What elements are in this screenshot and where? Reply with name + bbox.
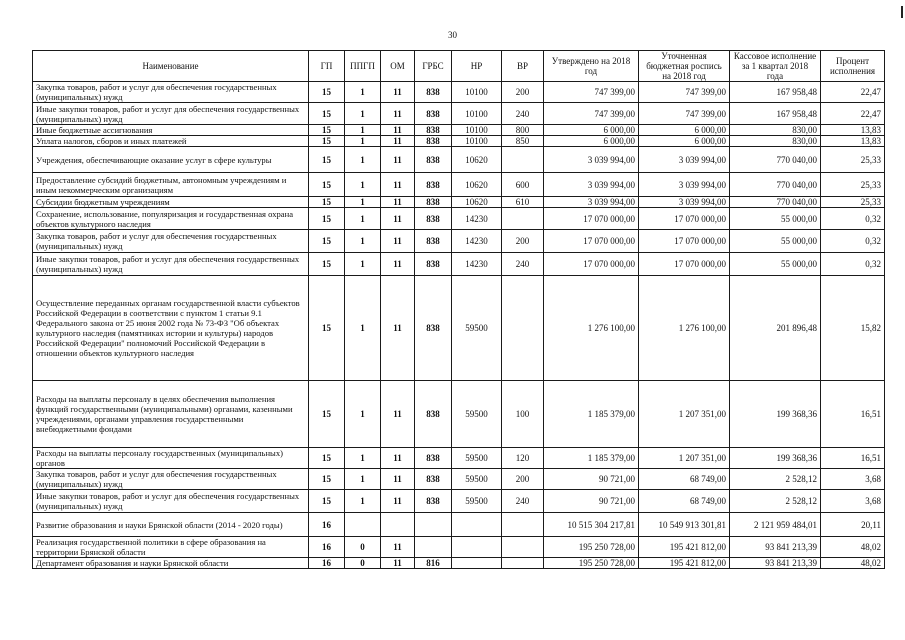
cell-cash: 55 000,00 <box>730 253 821 276</box>
cell-name: Закупка товаров, работ и услуг для обеспечения государственных (муниципальных) нужд <box>33 230 309 253</box>
cell-vr <box>502 208 544 230</box>
cell-revised: 17 070 000,00 <box>639 230 730 253</box>
cell-gp: 15 <box>309 253 345 276</box>
cell-name: Уплата налогов, сборов и иных платежей <box>33 136 309 147</box>
cell-ppgp: 1 <box>345 82 381 103</box>
cell-om: 11 <box>381 448 415 469</box>
cell-revised: 17 070 000,00 <box>639 208 730 230</box>
cell-om: 11 <box>381 537 415 558</box>
cell-revised: 747 399,00 <box>639 103 730 125</box>
cell-cash: 55 000,00 <box>730 208 821 230</box>
cell-ppgp: 1 <box>345 147 381 173</box>
cell-cash: 770 040,00 <box>730 197 821 208</box>
cell-om: 11 <box>381 490 415 513</box>
cell-grbs: 838 <box>415 490 452 513</box>
cell-grbs: 838 <box>415 448 452 469</box>
cell-om: 11 <box>381 208 415 230</box>
cell-gp: 15 <box>309 125 345 136</box>
cell-np: 59500 <box>452 276 502 381</box>
cell-grbs: 838 <box>415 173 452 197</box>
cell-np <box>452 537 502 558</box>
cell-approved: 747 399,00 <box>544 82 639 103</box>
cell-grbs: 838 <box>415 381 452 448</box>
cell-approved: 195 250 728,00 <box>544 558 639 569</box>
cell-name: Учреждения, обеспечивающие оказание услуг в сфере культуры <box>33 147 309 173</box>
cell-om: 11 <box>381 230 415 253</box>
cell-cash: 770 040,00 <box>730 147 821 173</box>
cell-np: 10100 <box>452 125 502 136</box>
cell-name: Субсидии бюджетным учреждениям <box>33 197 309 208</box>
cell-gp: 15 <box>309 136 345 147</box>
cell-revised: 1 207 351,00 <box>639 381 730 448</box>
cell-np: 10100 <box>452 136 502 147</box>
cell-ppgp: 1 <box>345 136 381 147</box>
table-row <box>33 82 885 103</box>
header-gp: ГП <box>309 51 345 82</box>
cell-percent: 25,33 <box>821 197 885 208</box>
header-om: ОМ <box>381 51 415 82</box>
cell-np: 14230 <box>452 230 502 253</box>
cell-name: Департамент образования и науки Брянской области <box>33 558 309 569</box>
cell-revised: 1 207 351,00 <box>639 448 730 469</box>
cell-grbs: 838 <box>415 208 452 230</box>
cell-np: 59500 <box>452 448 502 469</box>
cell-om: 11 <box>381 469 415 490</box>
table-row <box>33 513 885 537</box>
table-row <box>33 208 885 230</box>
cell-percent: 22,47 <box>821 82 885 103</box>
table-row <box>33 558 885 569</box>
cell-np: 10620 <box>452 173 502 197</box>
cell-grbs: 838 <box>415 103 452 125</box>
cell-om: 11 <box>381 381 415 448</box>
header-grbs: ГРБС <box>415 51 452 82</box>
cell-approved: 6 000,00 <box>544 125 639 136</box>
cell-approved: 1 185 379,00 <box>544 381 639 448</box>
cell-grbs: 838 <box>415 253 452 276</box>
header-approved: Утверждено на 2018 год <box>544 51 639 82</box>
cell-vr: 200 <box>502 469 544 490</box>
page-number: 30 <box>448 30 457 40</box>
cell-approved: 6 000,00 <box>544 136 639 147</box>
cell-np: 59500 <box>452 469 502 490</box>
table-row <box>33 136 885 147</box>
cell-approved: 3 039 994,00 <box>544 173 639 197</box>
cell-grbs: 838 <box>415 197 452 208</box>
cell-name: Расходы на выплаты персоналу в целях обеспечения выполнения функций государственными (муниципальными) органами, казенными учреждениями, органами управления государственными внебюджетными фондами <box>33 381 309 448</box>
cell-approved: 90 721,00 <box>544 469 639 490</box>
cell-cash: 830,00 <box>730 136 821 147</box>
cell-om: 11 <box>381 82 415 103</box>
table-row <box>33 173 885 197</box>
header-revised: Уточненная бюджетная роспись на 2018 год <box>639 51 730 82</box>
cell-approved: 1 276 100,00 <box>544 276 639 381</box>
table-row <box>33 147 885 173</box>
table-row <box>33 469 885 490</box>
cell-name: Реализация государственной политики в сфере образования на территории Брянской области <box>33 537 309 558</box>
cell-grbs: 838 <box>415 82 452 103</box>
cell-percent: 48,02 <box>821 558 885 569</box>
cell-name: Иные закупки товаров, работ и услуг для обеспечения государственных (муниципальных) нужд <box>33 103 309 125</box>
budget-table <box>32 50 885 569</box>
cell-grbs: 816 <box>415 558 452 569</box>
cell-revised: 17 070 000,00 <box>639 253 730 276</box>
cell-approved: 3 039 994,00 <box>544 147 639 173</box>
cell-gp: 15 <box>309 381 345 448</box>
cell-gp: 16 <box>309 558 345 569</box>
cell-cash: 93 841 213,39 <box>730 537 821 558</box>
cell-name: Расходы на выплаты персоналу государственных (муниципальных) органов <box>33 448 309 469</box>
cell-vr: 100 <box>502 381 544 448</box>
cell-name: Иные закупки товаров, работ и услуг для обеспечения государственных (муниципальных) нужд <box>33 253 309 276</box>
cell-name: Закупка товаров, работ и услуг для обеспечения государственных (муниципальных) нужд <box>33 82 309 103</box>
cell-vr: 200 <box>502 82 544 103</box>
cell-grbs: 838 <box>415 230 452 253</box>
cell-vr: 610 <box>502 197 544 208</box>
cell-grbs <box>415 537 452 558</box>
table-row <box>33 448 885 469</box>
cell-ppgp <box>345 513 381 537</box>
cell-np: 10620 <box>452 147 502 173</box>
cell-approved: 17 070 000,00 <box>544 253 639 276</box>
cell-cash: 167 958,48 <box>730 82 821 103</box>
cell-grbs <box>415 513 452 537</box>
cell-vr <box>502 537 544 558</box>
cell-percent: 3,68 <box>821 469 885 490</box>
cell-name: Предоставление субсидий бюджетным, автономным учреждениям и иным некоммерческим организациям <box>33 173 309 197</box>
cell-vr <box>502 147 544 173</box>
cell-gp: 15 <box>309 208 345 230</box>
cell-np <box>452 513 502 537</box>
cell-approved: 90 721,00 <box>544 490 639 513</box>
cell-np: 14230 <box>452 208 502 230</box>
cell-ppgp: 1 <box>345 197 381 208</box>
cell-gp: 15 <box>309 173 345 197</box>
cell-revised: 68 749,00 <box>639 469 730 490</box>
cell-om: 11 <box>381 125 415 136</box>
cell-gp: 15 <box>309 469 345 490</box>
cell-om <box>381 513 415 537</box>
cell-vr <box>502 276 544 381</box>
cell-np <box>452 558 502 569</box>
cell-ppgp: 1 <box>345 448 381 469</box>
table-row <box>33 197 885 208</box>
cell-gp: 15 <box>309 448 345 469</box>
cell-percent: 15,82 <box>821 276 885 381</box>
cell-ppgp: 1 <box>345 208 381 230</box>
cell-np: 59500 <box>452 490 502 513</box>
cell-percent: 0,32 <box>821 253 885 276</box>
edge-mark <box>901 6 903 18</box>
cell-om: 11 <box>381 276 415 381</box>
cell-grbs: 838 <box>415 469 452 490</box>
cell-approved: 1 185 379,00 <box>544 448 639 469</box>
table-row <box>33 276 885 381</box>
cell-percent: 22,47 <box>821 103 885 125</box>
cell-gp: 16 <box>309 513 345 537</box>
header-vr: ВР <box>502 51 544 82</box>
cell-gp: 15 <box>309 276 345 381</box>
cell-revised: 3 039 994,00 <box>639 173 730 197</box>
cell-name: Сохранение, использование, популяризация и государственная охрана объектов культурного наследия <box>33 208 309 230</box>
cell-om: 11 <box>381 103 415 125</box>
header-np: НР <box>452 51 502 82</box>
cell-grbs: 838 <box>415 136 452 147</box>
cell-vr: 120 <box>502 448 544 469</box>
cell-name: Закупка товаров, работ и услуг для обеспечения государственных (муниципальных) нужд <box>33 469 309 490</box>
cell-np: 10100 <box>452 103 502 125</box>
cell-om: 11 <box>381 173 415 197</box>
cell-ppgp: 1 <box>345 469 381 490</box>
cell-ppgp: 1 <box>345 125 381 136</box>
header-cash: Кассовое исполнение за 1 квартал 2018 года <box>730 51 821 82</box>
cell-gp: 15 <box>309 147 345 173</box>
cell-name: Развитие образования и науки Брянской области (2014 - 2020 годы) <box>33 513 309 537</box>
cell-cash: 2 121 959 484,01 <box>730 513 821 537</box>
table-row <box>33 230 885 253</box>
table-row <box>33 490 885 513</box>
cell-approved: 17 070 000,00 <box>544 230 639 253</box>
cell-cash: 199 368,36 <box>730 448 821 469</box>
cell-np: 10100 <box>452 82 502 103</box>
cell-percent: 48,02 <box>821 537 885 558</box>
cell-vr: 600 <box>502 173 544 197</box>
cell-np: 14230 <box>452 253 502 276</box>
cell-percent: 16,51 <box>821 381 885 448</box>
cell-percent: 25,33 <box>821 147 885 173</box>
cell-cash: 830,00 <box>730 125 821 136</box>
cell-vr: 800 <box>502 125 544 136</box>
cell-om: 11 <box>381 136 415 147</box>
cell-revised: 68 749,00 <box>639 490 730 513</box>
cell-cash: 2 528,12 <box>730 469 821 490</box>
cell-revised: 1 276 100,00 <box>639 276 730 381</box>
cell-vr: 200 <box>502 230 544 253</box>
cell-grbs: 838 <box>415 125 452 136</box>
cell-name: Иные бюджетные ассигнования <box>33 125 309 136</box>
header-row <box>33 51 885 82</box>
cell-om: 11 <box>381 253 415 276</box>
cell-ppgp: 1 <box>345 381 381 448</box>
cell-revised: 6 000,00 <box>639 125 730 136</box>
table-row <box>33 253 885 276</box>
header-ppgp: ППГП <box>345 51 381 82</box>
cell-ppgp: 1 <box>345 173 381 197</box>
cell-ppgp: 1 <box>345 276 381 381</box>
cell-cash: 167 958,48 <box>730 103 821 125</box>
table-row <box>33 537 885 558</box>
cell-percent: 16,51 <box>821 448 885 469</box>
cell-vr: 850 <box>502 136 544 147</box>
cell-approved: 195 250 728,00 <box>544 537 639 558</box>
table-row <box>33 125 885 136</box>
cell-gp: 15 <box>309 82 345 103</box>
cell-cash: 199 368,36 <box>730 381 821 448</box>
header-percent: Процент исполнения <box>821 51 885 82</box>
cell-revised: 6 000,00 <box>639 136 730 147</box>
cell-cash: 2 528,12 <box>730 490 821 513</box>
cell-cash: 770 040,00 <box>730 173 821 197</box>
cell-grbs: 838 <box>415 147 452 173</box>
cell-ppgp: 1 <box>345 253 381 276</box>
cell-approved: 17 070 000,00 <box>544 208 639 230</box>
cell-gp: 15 <box>309 197 345 208</box>
cell-om: 11 <box>381 558 415 569</box>
cell-revised: 3 039 994,00 <box>639 147 730 173</box>
table-row <box>33 381 885 448</box>
cell-name: Иные закупки товаров, работ и услуг для обеспечения государственных (муниципальных) нужд <box>33 490 309 513</box>
cell-om: 11 <box>381 147 415 173</box>
cell-ppgp: 1 <box>345 103 381 125</box>
cell-vr <box>502 513 544 537</box>
header-name: Наименование <box>33 51 309 82</box>
cell-approved: 10 515 304 217,81 <box>544 513 639 537</box>
cell-revised: 3 039 994,00 <box>639 197 730 208</box>
cell-vr: 240 <box>502 103 544 125</box>
cell-grbs: 838 <box>415 276 452 381</box>
cell-cash: 201 896,48 <box>730 276 821 381</box>
cell-cash: 55 000,00 <box>730 230 821 253</box>
cell-ppgp: 0 <box>345 537 381 558</box>
cell-gp: 15 <box>309 230 345 253</box>
cell-percent: 25,33 <box>821 173 885 197</box>
cell-revised: 10 549 913 301,81 <box>639 513 730 537</box>
cell-gp: 15 <box>309 490 345 513</box>
cell-percent: 0,32 <box>821 230 885 253</box>
cell-percent: 20,11 <box>821 513 885 537</box>
cell-vr: 240 <box>502 490 544 513</box>
cell-om: 11 <box>381 197 415 208</box>
cell-name: Осуществление переданных органам государственной власти субъектов Российской Федерации в соответствии с пунктом 1 статьи 9.1 Федерального закона от 25 июня 2002 года № 73-ФЗ "Об объектах культурного наследия (памятниках истории и культуры) народов Российской Федерации" полномочий Российской Федерации в отношении объектов культурного наследия <box>33 276 309 381</box>
cell-percent: 3,68 <box>821 490 885 513</box>
cell-vr <box>502 558 544 569</box>
cell-np: 59500 <box>452 381 502 448</box>
cell-vr: 240 <box>502 253 544 276</box>
cell-percent: 13,83 <box>821 136 885 147</box>
cell-cash: 93 841 213,39 <box>730 558 821 569</box>
cell-gp: 15 <box>309 103 345 125</box>
cell-approved: 747 399,00 <box>544 103 639 125</box>
cell-np: 10620 <box>452 197 502 208</box>
cell-percent: 0,32 <box>821 208 885 230</box>
cell-revised: 195 421 812,00 <box>639 537 730 558</box>
table-row <box>33 103 885 125</box>
cell-ppgp: 1 <box>345 230 381 253</box>
cell-percent: 13,83 <box>821 125 885 136</box>
cell-ppgp: 0 <box>345 558 381 569</box>
cell-approved: 3 039 994,00 <box>544 197 639 208</box>
cell-ppgp: 1 <box>345 490 381 513</box>
cell-revised: 747 399,00 <box>639 82 730 103</box>
cell-gp: 16 <box>309 537 345 558</box>
cell-revised: 195 421 812,00 <box>639 558 730 569</box>
